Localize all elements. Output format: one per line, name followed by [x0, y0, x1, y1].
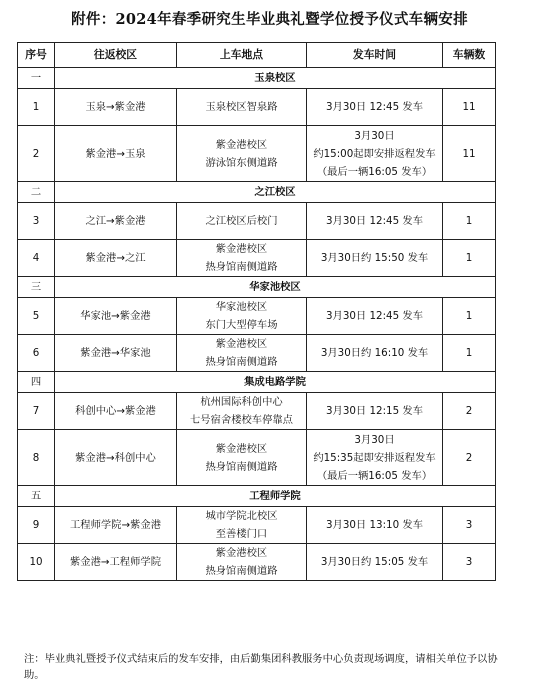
- page-title: 附件：2024年春季研究生毕业典礼暨学位授予仪式车辆安排: [71, 11, 468, 28]
- section-name: 集成电路学院: [55, 372, 496, 393]
- route-cell: 紫金港→玉泉: [55, 126, 177, 182]
- section-index: 二: [18, 182, 55, 203]
- boarding-place-cell: [177, 430, 307, 486]
- vehicle-count: 1: [443, 203, 496, 240]
- row-number: 3: [18, 203, 55, 240]
- departure-time-line: 约15:35起即安排返程发车: [313, 451, 436, 464]
- boarding-place-line: 游泳馆东侧道路: [205, 156, 278, 169]
- table-row: [18, 507, 496, 544]
- departure-time-cell: [307, 203, 443, 240]
- section-name: 工程师学院: [55, 486, 496, 507]
- boarding-place-cell: [177, 335, 307, 372]
- row-number: 10: [18, 544, 55, 581]
- table-row: [18, 240, 496, 277]
- section-name: 之江校区: [55, 182, 496, 203]
- boarding-place-cell: [177, 203, 307, 240]
- route-cell: 紫金港→科创中心: [55, 430, 177, 486]
- departure-time-line: 3月30日 12:45 发车: [325, 215, 424, 227]
- boarding-place-cell: [177, 544, 307, 581]
- boarding-place-cell: [177, 89, 307, 126]
- boarding-place-cell: [177, 126, 307, 182]
- boarding-place-line: 之江校区后校门: [205, 215, 278, 227]
- table-header-row: [18, 43, 496, 68]
- table-row: [18, 430, 496, 486]
- boarding-place-line: 华家池校区: [215, 301, 268, 313]
- row-number: 5: [18, 298, 55, 335]
- section-index: 一: [18, 68, 55, 89]
- departure-time-line: 3月30日 12:45 发车: [325, 310, 424, 322]
- section-index: 四: [18, 372, 55, 393]
- boarding-place-cell: [177, 240, 307, 277]
- section-index: 三: [18, 277, 55, 298]
- header-route: 往返校区: [55, 43, 177, 68]
- footnote: 注：毕业典礼暨授予仪式结束后的发车安排，由后勤集团科教服务中心负责现场调度，请相关单位予以协助。: [24, 653, 498, 681]
- departure-time-line: 3月30日 12:15 发车: [325, 405, 424, 417]
- departure-time-cell: [307, 126, 443, 182]
- route-cell: 工程师学院→紫金港: [55, 507, 177, 544]
- section-row: [18, 68, 496, 89]
- route-cell: 华家池→紫金港: [55, 298, 177, 335]
- boarding-place-line: 热身馆南侧道路: [205, 356, 278, 368]
- departure-time-line: 3月30日: [354, 129, 395, 142]
- boarding-place-line: 热身馆南侧道路: [205, 460, 278, 473]
- departure-time-line: 3月30日 12:45 发车: [325, 101, 424, 113]
- departure-time-cell: [307, 298, 443, 335]
- vehicle-count: 3: [443, 544, 496, 581]
- table-row: [18, 126, 496, 182]
- boarding-place-line: 紫金港校区: [215, 243, 268, 255]
- table-row: [18, 203, 496, 240]
- boarding-place-line: 玉泉校区智泉路: [205, 101, 278, 113]
- row-number: 7: [18, 393, 55, 430]
- departure-time-cell: [307, 335, 443, 372]
- departure-time-cell: [307, 507, 443, 544]
- vehicle-count: 1: [443, 298, 496, 335]
- section-row: [18, 277, 496, 298]
- row-number: 8: [18, 430, 55, 486]
- section-index: 五: [18, 486, 55, 507]
- departure-time-line: 3月30日: [354, 433, 395, 446]
- section-name: 华家池校区: [55, 277, 496, 298]
- table-row: [18, 89, 496, 126]
- route-cell: 之江→紫金港: [55, 203, 177, 240]
- header-time: 发车时间: [307, 43, 443, 68]
- table-row: [18, 544, 496, 581]
- departure-time-line: （最后一辆16:05 发车）: [316, 165, 433, 178]
- vehicle-count: 1: [443, 335, 496, 372]
- departure-time-line: 3月30日约 15:50 发车: [320, 252, 429, 264]
- table-row: [18, 393, 496, 430]
- vehicle-count: 2: [443, 430, 496, 486]
- departure-time-cell: [307, 240, 443, 277]
- route-cell: 科创中心→紫金港: [55, 393, 177, 430]
- departure-time-line: 3月30日 13:10 发车: [325, 519, 424, 531]
- header-count: 车辆数: [443, 43, 496, 68]
- departure-time-line: （最后一辆16:05 发车）: [316, 469, 433, 482]
- table-row: [18, 335, 496, 372]
- boarding-place-line: 紫金港校区: [215, 338, 268, 350]
- boarding-place-line: 东门大型停车场: [205, 319, 278, 331]
- boarding-place-line: 城市学院北校区: [205, 510, 278, 522]
- row-number: 4: [18, 240, 55, 277]
- boarding-place-line: 热身馆南侧道路: [205, 565, 278, 577]
- departure-time-line: 3月30日约 16:10 发车: [320, 347, 429, 359]
- vehicle-count: 11: [443, 126, 496, 182]
- boarding-place-line: 紫金港校区: [215, 138, 268, 151]
- vehicle-count: 2: [443, 393, 496, 430]
- header-place: 上车地点: [177, 43, 307, 68]
- departure-time-cell: [307, 89, 443, 126]
- boarding-place-cell: [177, 393, 307, 430]
- row-number: 9: [18, 507, 55, 544]
- boarding-place-line: 杭州国际科创中心: [200, 396, 283, 408]
- departure-time-cell: [307, 544, 443, 581]
- vehicle-count: 11: [443, 89, 496, 126]
- vehicle-count: 1: [443, 240, 496, 277]
- vehicle-count: 3: [443, 507, 496, 544]
- header-no: 序号: [18, 43, 55, 68]
- departure-time-line: 3月30日约 15:05 发车: [320, 556, 429, 568]
- boarding-place-line: 至善楼门口: [215, 528, 268, 540]
- boarding-place-cell: [177, 298, 307, 335]
- departure-time-line: 约15:00起即安排返程发车: [313, 147, 436, 160]
- departure-time-cell: [307, 430, 443, 486]
- section-row: [18, 486, 496, 507]
- table-body: [18, 68, 496, 581]
- section-row: [18, 182, 496, 203]
- route-cell: 紫金港→华家池: [55, 335, 177, 372]
- boarding-place-line: 紫金港校区: [215, 547, 268, 559]
- row-number: 2: [18, 126, 55, 182]
- vehicle-schedule-table: [17, 42, 496, 581]
- boarding-place-cell: [177, 507, 307, 544]
- route-cell: 紫金港→工程师学院: [55, 544, 177, 581]
- section-row: [18, 372, 496, 393]
- boarding-place-line: 紫金港校区: [215, 442, 268, 455]
- boarding-place-line: 七号宿舍楼校车停靠点: [190, 414, 293, 426]
- table-row: [18, 298, 496, 335]
- route-cell: 紫金港→之江: [55, 240, 177, 277]
- boarding-place-line: 热身馆南侧道路: [205, 261, 278, 273]
- departure-time-cell: [307, 393, 443, 430]
- route-cell: 玉泉→紫金港: [55, 89, 177, 126]
- section-name: 玉泉校区: [55, 68, 496, 89]
- row-number: 1: [18, 89, 55, 126]
- row-number: 6: [18, 335, 55, 372]
